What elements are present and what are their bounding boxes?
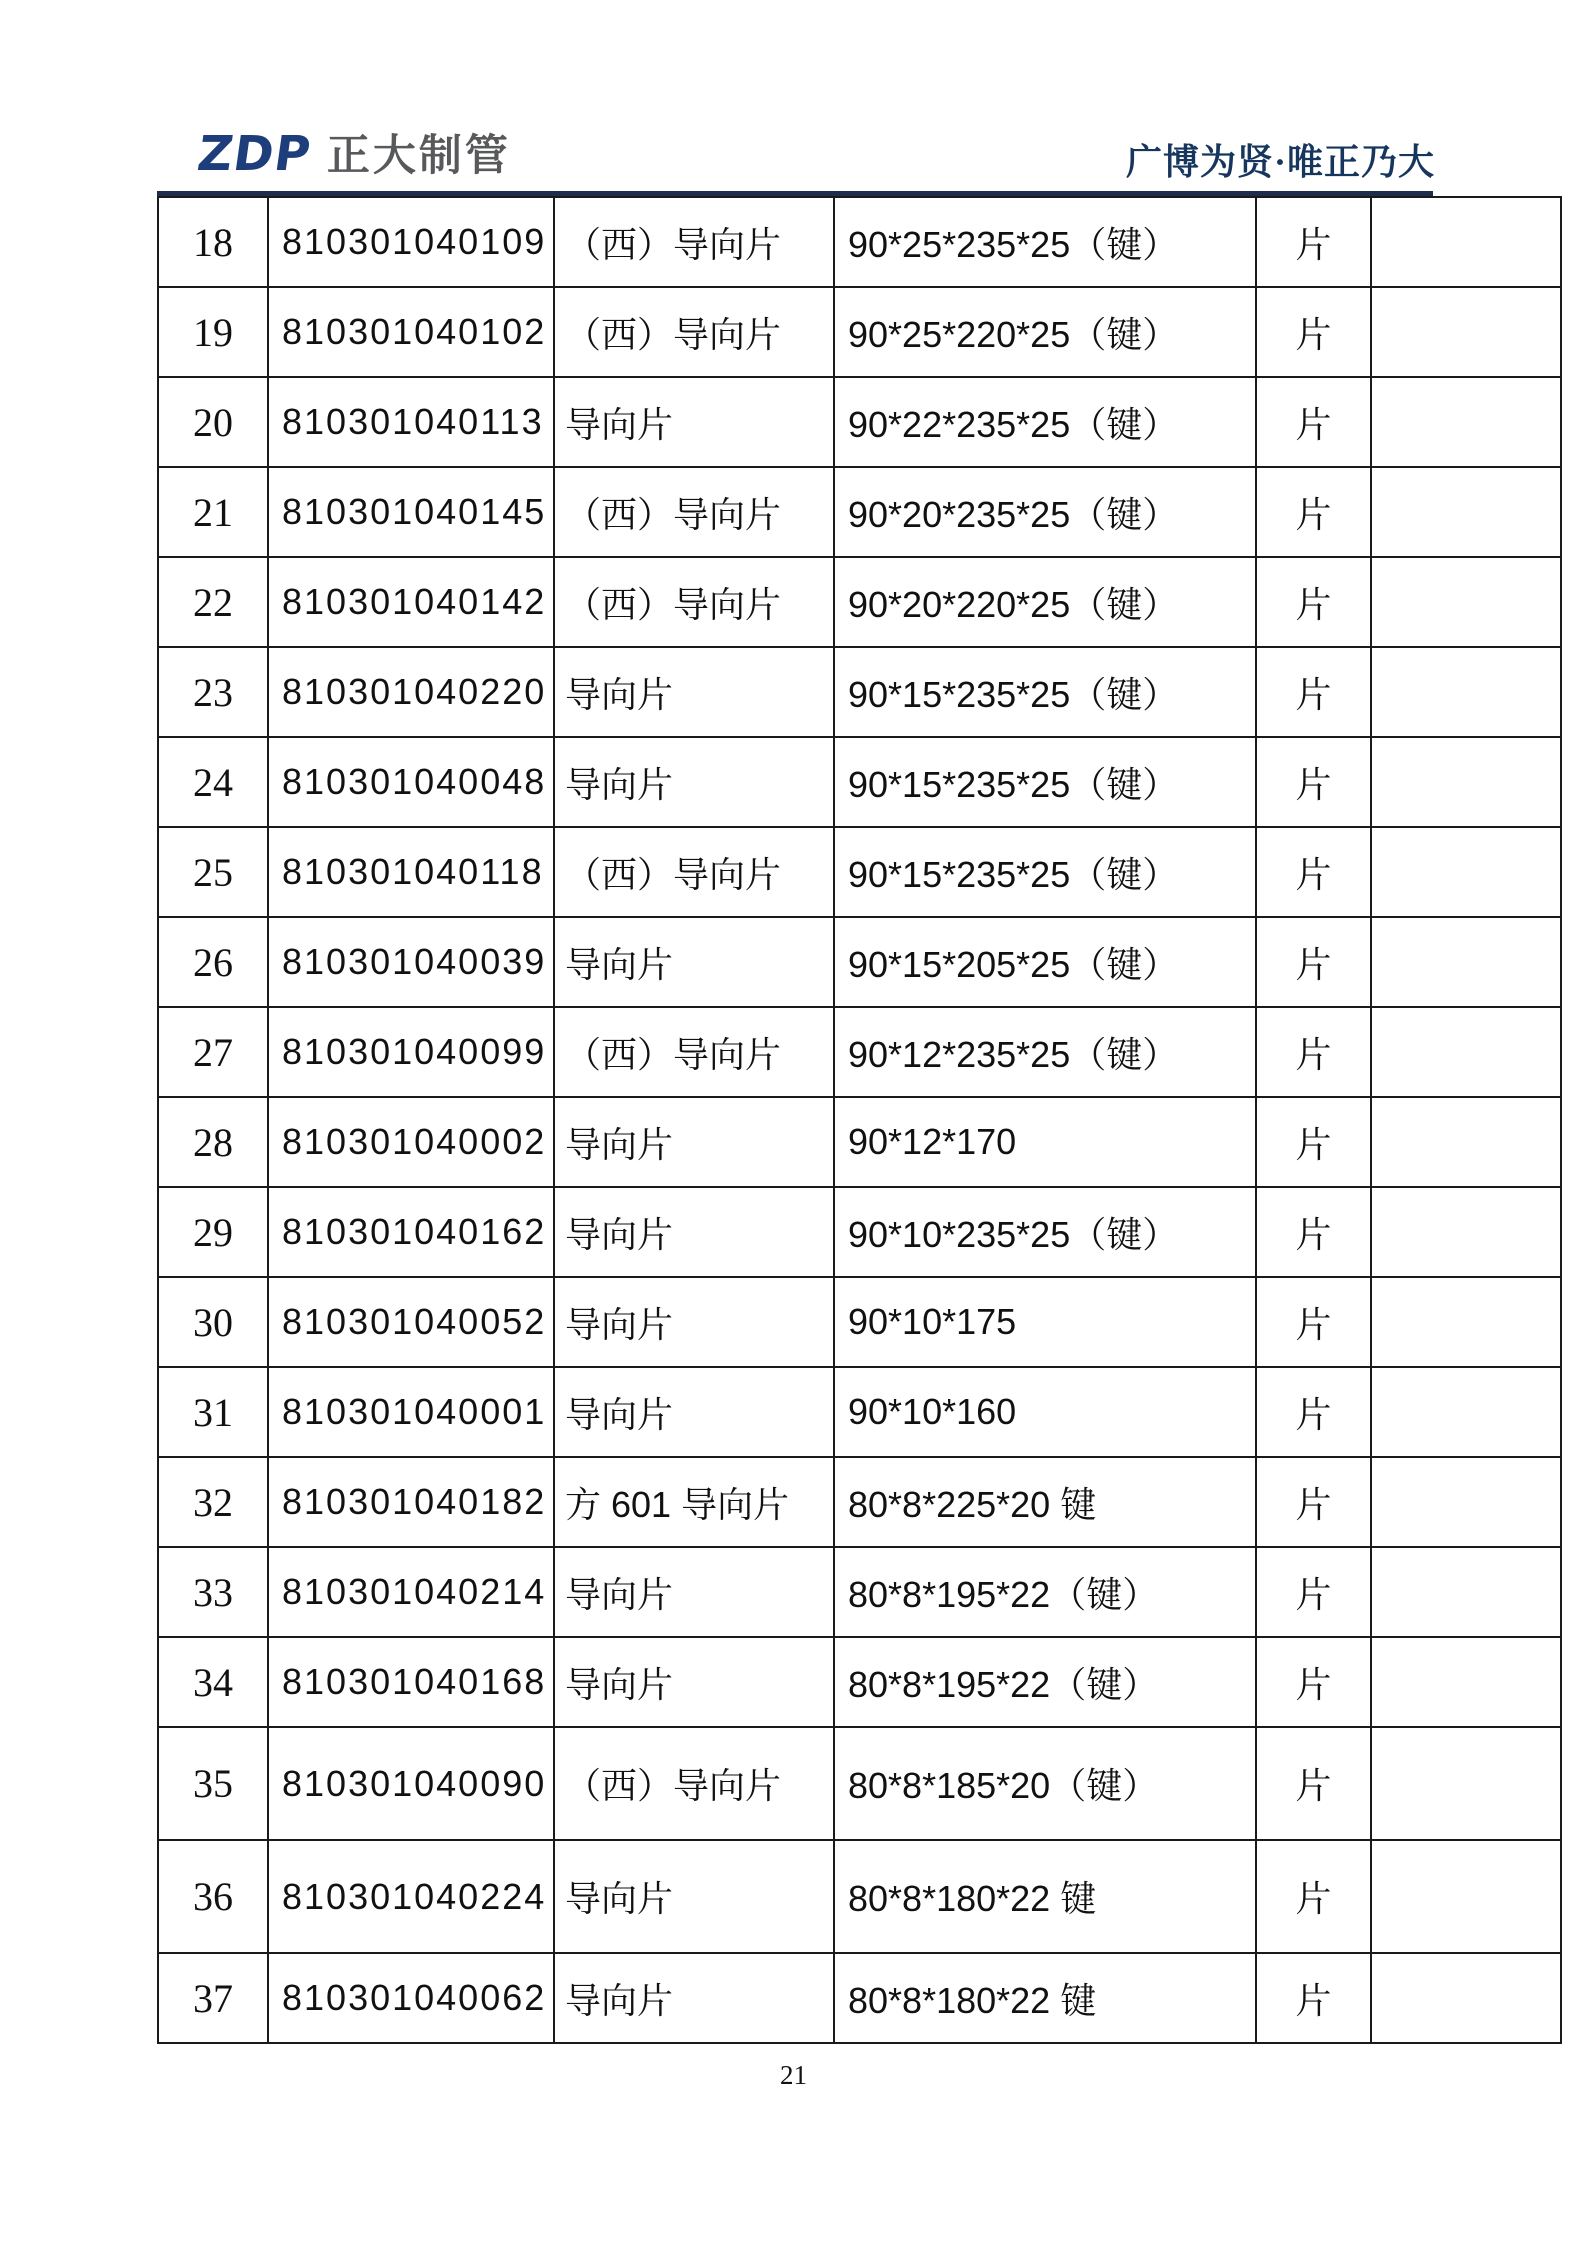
item-note-cell bbox=[1371, 1367, 1561, 1457]
item-spec-cell: 90*15*235*25（键） bbox=[834, 647, 1256, 737]
item-spec-cell: 80*8*185*20（键） bbox=[834, 1727, 1256, 1840]
row-number-cell: 34 bbox=[158, 1637, 268, 1727]
item-spec-cell: 90*20*235*25（键） bbox=[834, 467, 1256, 557]
item-unit-cell: 片 bbox=[1256, 1007, 1371, 1097]
item-spec-cell: 80*8*180*22 键 bbox=[834, 1953, 1256, 2043]
item-spec-cell: 90*12*235*25（键） bbox=[834, 1007, 1256, 1097]
item-spec-cell: 90*10*160 bbox=[834, 1367, 1256, 1457]
item-code-cell: 810301040145 bbox=[268, 467, 554, 557]
item-unit-cell: 片 bbox=[1256, 287, 1371, 377]
table-row bbox=[158, 1097, 1561, 1187]
item-note-cell bbox=[1371, 647, 1561, 737]
item-code-cell: 810301040109 bbox=[268, 197, 554, 287]
item-spec-cell: 80*8*225*20 键 bbox=[834, 1457, 1256, 1547]
parts-table-body bbox=[158, 197, 1561, 2043]
item-code-cell: 810301040224 bbox=[268, 1840, 554, 1953]
item-spec-cell: 90*15*235*25（键） bbox=[834, 737, 1256, 827]
item-code-cell: 810301040039 bbox=[268, 917, 554, 1007]
item-unit-cell: 片 bbox=[1256, 647, 1371, 737]
row-number-cell: 30 bbox=[158, 1277, 268, 1367]
item-name-cell: 导向片 bbox=[554, 1840, 834, 1953]
row-number-cell: 18 bbox=[158, 197, 268, 287]
item-name-cell: 导向片 bbox=[554, 917, 834, 1007]
item-name-cell: 导向片 bbox=[554, 1097, 834, 1187]
row-number-cell: 23 bbox=[158, 647, 268, 737]
company-logo bbox=[194, 126, 511, 182]
item-code-cell: 810301040048 bbox=[268, 737, 554, 827]
item-unit-cell: 片 bbox=[1256, 1840, 1371, 1953]
item-unit-cell: 片 bbox=[1256, 827, 1371, 917]
table-row bbox=[158, 1637, 1561, 1727]
item-unit-cell: 片 bbox=[1256, 1277, 1371, 1367]
row-number-cell: 21 bbox=[158, 467, 268, 557]
item-name-cell: 导向片 bbox=[554, 1953, 834, 2043]
item-note-cell bbox=[1371, 287, 1561, 377]
item-note-cell bbox=[1371, 467, 1561, 557]
item-name-cell: 导向片 bbox=[554, 1367, 834, 1457]
item-unit-cell: 片 bbox=[1256, 1637, 1371, 1727]
item-name-cell: 导向片 bbox=[554, 1277, 834, 1367]
item-name-cell: （西）导向片 bbox=[554, 287, 834, 377]
table-row bbox=[158, 1007, 1561, 1097]
item-unit-cell: 片 bbox=[1256, 1547, 1371, 1637]
item-note-cell bbox=[1371, 1097, 1561, 1187]
item-code-cell: 810301040090 bbox=[268, 1727, 554, 1840]
item-unit-cell: 片 bbox=[1256, 1187, 1371, 1277]
item-spec-cell: 90*12*170 bbox=[834, 1097, 1256, 1187]
item-code-cell: 810301040118 bbox=[268, 827, 554, 917]
item-spec-cell: 80*8*180*22 键 bbox=[834, 1840, 1256, 1953]
item-name-cell: 导向片 bbox=[554, 1187, 834, 1277]
item-note-cell bbox=[1371, 1637, 1561, 1727]
row-number-cell: 27 bbox=[158, 1007, 268, 1097]
item-note-cell bbox=[1371, 1840, 1561, 1953]
item-note-cell bbox=[1371, 1007, 1561, 1097]
row-number-cell: 35 bbox=[158, 1727, 268, 1840]
item-unit-cell: 片 bbox=[1256, 467, 1371, 557]
row-number-cell: 24 bbox=[158, 737, 268, 827]
item-name-cell: （西）导向片 bbox=[554, 557, 834, 647]
table-row bbox=[158, 1457, 1561, 1547]
item-code-cell: 810301040062 bbox=[268, 1953, 554, 2043]
item-spec-cell: 90*15*235*25（键） bbox=[834, 827, 1256, 917]
item-note-cell bbox=[1371, 737, 1561, 827]
item-code-cell: 810301040162 bbox=[268, 1187, 554, 1277]
table-row bbox=[158, 557, 1561, 647]
item-unit-cell: 片 bbox=[1256, 377, 1371, 467]
item-note-cell bbox=[1371, 917, 1561, 1007]
item-name-cell: 导向片 bbox=[554, 377, 834, 467]
item-spec-cell: 90*22*235*25（键） bbox=[834, 377, 1256, 467]
row-number-cell: 20 bbox=[158, 377, 268, 467]
item-code-cell: 810301040182 bbox=[268, 1457, 554, 1547]
item-note-cell bbox=[1371, 1727, 1561, 1840]
item-name-cell: （西）导向片 bbox=[554, 467, 834, 557]
item-unit-cell: 片 bbox=[1256, 557, 1371, 647]
row-number-cell: 31 bbox=[158, 1367, 268, 1457]
row-number-cell: 28 bbox=[158, 1097, 268, 1187]
item-code-cell: 810301040214 bbox=[268, 1547, 554, 1637]
table-row bbox=[158, 917, 1561, 1007]
item-code-cell: 810301040102 bbox=[268, 287, 554, 377]
item-code-cell: 810301040220 bbox=[268, 647, 554, 737]
item-unit-cell: 片 bbox=[1256, 197, 1371, 287]
company-slogan: 广博为贤·唯正乃大 bbox=[1125, 142, 1435, 182]
table-row bbox=[158, 467, 1561, 557]
item-unit-cell: 片 bbox=[1256, 1727, 1371, 1840]
row-number-cell: 22 bbox=[158, 557, 268, 647]
row-number-cell: 37 bbox=[158, 1953, 268, 2043]
item-code-cell: 810301040168 bbox=[268, 1637, 554, 1727]
item-code-cell: 810301040002 bbox=[268, 1097, 554, 1187]
item-note-cell bbox=[1371, 197, 1561, 287]
item-name-cell: 导向片 bbox=[554, 1637, 834, 1727]
item-spec-cell: 90*20*220*25（键） bbox=[834, 557, 1256, 647]
table-row bbox=[158, 1187, 1561, 1277]
item-note-cell bbox=[1371, 827, 1561, 917]
item-spec-cell: 80*8*195*22（键） bbox=[834, 1637, 1256, 1727]
row-number-cell: 26 bbox=[158, 917, 268, 1007]
item-name-cell: （西）导向片 bbox=[554, 1727, 834, 1840]
item-name-cell: 导向片 bbox=[554, 1547, 834, 1637]
item-spec-cell: 90*10*175 bbox=[834, 1277, 1256, 1367]
item-code-cell: 810301040052 bbox=[268, 1277, 554, 1367]
item-spec-cell: 90*15*205*25（键） bbox=[834, 917, 1256, 1007]
item-note-cell bbox=[1371, 1457, 1561, 1547]
table-row bbox=[158, 737, 1561, 827]
row-number-cell: 32 bbox=[158, 1457, 268, 1547]
item-name-cell: 方 601 导向片 bbox=[554, 1457, 834, 1547]
item-unit-cell: 片 bbox=[1256, 737, 1371, 827]
item-name-cell: （西）导向片 bbox=[554, 1007, 834, 1097]
item-code-cell: 810301040099 bbox=[268, 1007, 554, 1097]
item-note-cell bbox=[1371, 377, 1561, 467]
table-row bbox=[158, 197, 1561, 287]
row-number-cell: 36 bbox=[158, 1840, 268, 1953]
table-row bbox=[158, 647, 1561, 737]
item-unit-cell: 片 bbox=[1256, 917, 1371, 1007]
page-number: 21 bbox=[780, 2060, 807, 2090]
item-note-cell bbox=[1371, 1953, 1561, 2043]
item-spec-cell: 90*10*235*25（键） bbox=[834, 1187, 1256, 1277]
item-spec-cell: 80*8*195*22（键） bbox=[834, 1547, 1256, 1637]
item-spec-cell: 90*25*235*25（键） bbox=[834, 197, 1256, 287]
row-number-cell: 19 bbox=[158, 287, 268, 377]
table-row bbox=[158, 1277, 1561, 1367]
table-row bbox=[158, 1547, 1561, 1637]
table-row bbox=[158, 1367, 1561, 1457]
item-note-cell bbox=[1371, 1187, 1561, 1277]
table-row bbox=[158, 377, 1561, 467]
item-note-cell bbox=[1371, 1547, 1561, 1637]
table-row bbox=[158, 827, 1561, 917]
table-row bbox=[158, 1953, 1561, 2043]
item-note-cell bbox=[1371, 1277, 1561, 1367]
item-code-cell: 810301040113 bbox=[268, 377, 554, 467]
item-unit-cell: 片 bbox=[1256, 1097, 1371, 1187]
table-row bbox=[158, 1727, 1561, 1840]
table-row bbox=[158, 287, 1561, 377]
item-unit-cell: 片 bbox=[1256, 1457, 1371, 1547]
parts-table bbox=[157, 196, 1562, 2044]
item-note-cell bbox=[1371, 557, 1561, 647]
item-unit-cell: 片 bbox=[1256, 1367, 1371, 1457]
table-row bbox=[158, 1840, 1561, 1953]
row-number-cell: 33 bbox=[158, 1547, 268, 1637]
item-code-cell: 810301040142 bbox=[268, 557, 554, 647]
item-spec-cell: 90*25*220*25（键） bbox=[834, 287, 1256, 377]
item-unit-cell: 片 bbox=[1256, 1953, 1371, 2043]
item-name-cell: 导向片 bbox=[554, 647, 834, 737]
item-code-cell: 810301040001 bbox=[268, 1367, 554, 1457]
logo-company-name: 正大制管 bbox=[326, 131, 511, 181]
logo-zdp-text: ZDP bbox=[194, 126, 315, 182]
row-number-cell: 25 bbox=[158, 827, 268, 917]
item-name-cell: （西）导向片 bbox=[554, 827, 834, 917]
row-number-cell: 29 bbox=[158, 1187, 268, 1277]
item-name-cell: （西）导向片 bbox=[554, 197, 834, 287]
item-name-cell: 导向片 bbox=[554, 737, 834, 827]
